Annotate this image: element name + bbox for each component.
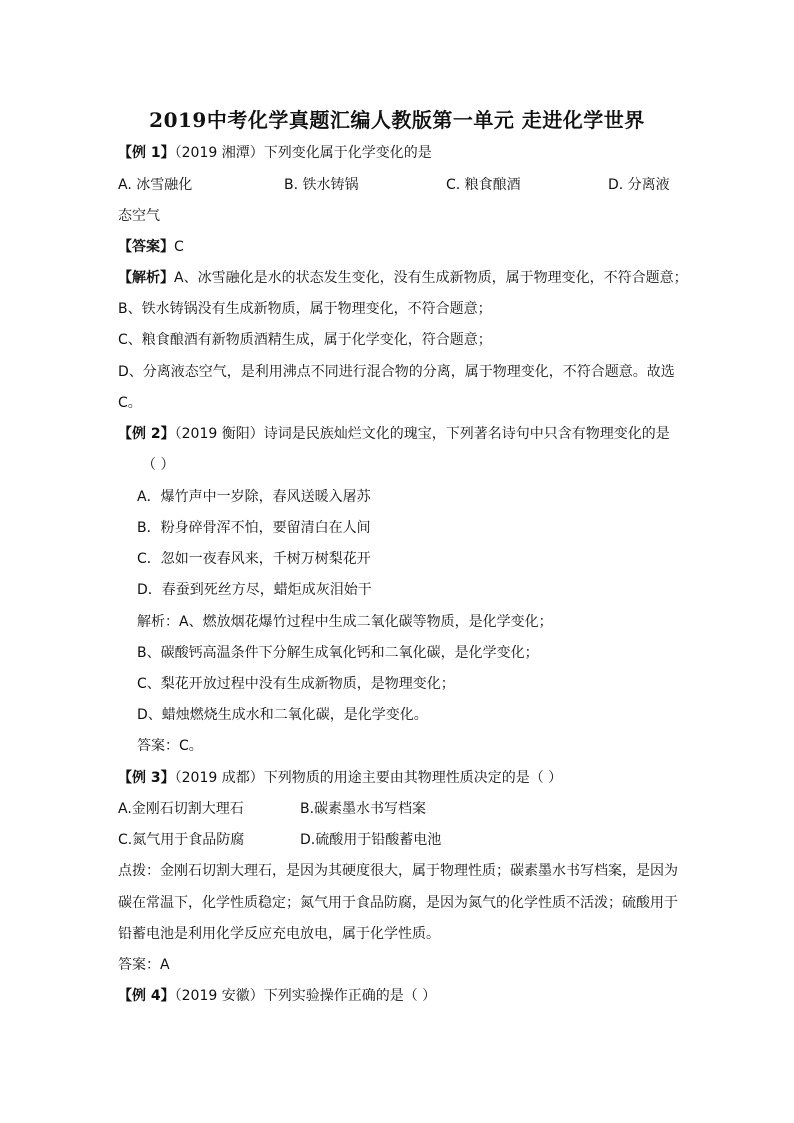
example-3-option-d: D.硫酸用于铅酸蓄电池 bbox=[300, 832, 442, 848]
example-3-option-c: C.氮气用于食品防腐 bbox=[118, 832, 245, 848]
example-3-answer: 答案：A bbox=[118, 957, 170, 973]
example-2-option-b: B．粉身碎骨浑不怕，要留清白在人间 bbox=[137, 520, 371, 536]
example-4-stem bbox=[118, 986, 436, 1006]
example-1-answer bbox=[118, 237, 184, 257]
example-3-tag: 【例 3】 bbox=[118, 770, 175, 786]
example-1-analysis-line-2: B、铁水铸锅没有生成新物质，属于物理变化，不符合题意； bbox=[118, 301, 492, 317]
example-3-hint-line-3: 铅蓄电池是利用化学反应充电放电，属于化学性质。 bbox=[118, 926, 440, 942]
example-3-question: （2019 成都）下列物质的用途主要由其物理性质决定的是（ ） bbox=[174, 770, 563, 786]
example-1-option-a: A. 冰雪融化 bbox=[118, 177, 193, 193]
example-3-option-b: B.碳素墨水书写档案 bbox=[300, 801, 427, 817]
example-2-question: （2019 衡阳）诗词是民族灿烂文化的瑰宝，下列著名诗句中只含有物理变化的是 bbox=[174, 426, 670, 442]
example-1-option-b: B. 铁水铸锅 bbox=[284, 177, 359, 193]
example-1-analysis-tag: 【解析】 bbox=[118, 270, 174, 286]
example-2-option-c: C．忽如一夜春风来，千树万树梨花开 bbox=[137, 551, 371, 567]
example-2-analysis-line-2: B、碳酸钙高温条件下分解生成氧化钙和二氧化碳，是化学变化； bbox=[137, 645, 539, 661]
example-2-option-d: D．春蚕到死丝方尽，蜡炬成灰泪始干 bbox=[137, 582, 372, 598]
example-2-analysis-line-3: C、梨花开放过程中没有生成新物质，是物理变化； bbox=[137, 676, 455, 692]
example-2-analysis-line-1: 解析：A、燃放烟花爆竹过程中生成二氧化碳等物质，是化学变化； bbox=[137, 614, 553, 630]
example-3-option-a: A.金刚石切割大理石 bbox=[118, 801, 244, 817]
example-1-answer-tag: 【答案】 bbox=[118, 239, 174, 255]
example-1-option-d-cont: 态空气 bbox=[118, 208, 160, 224]
example-1-stem bbox=[118, 143, 432, 163]
example-1-answer-value: C bbox=[174, 239, 184, 255]
example-2-tag: 【例 2】 bbox=[118, 426, 175, 442]
example-1-analysis-line-5: C。 bbox=[118, 395, 142, 411]
example-2-stem bbox=[118, 424, 670, 444]
example-4-tag: 【例 4】 bbox=[118, 988, 175, 1004]
example-2-blank: （ ） bbox=[142, 457, 175, 473]
example-1-option-c: C. 粮食酿酒 bbox=[446, 177, 521, 193]
example-1-analysis-line-1 bbox=[118, 268, 688, 288]
example-2-answer: 答案：C。 bbox=[137, 738, 203, 754]
example-3-stem bbox=[118, 768, 562, 788]
document-title: 2019中考化学真题汇编人教版第一单元 走进化学世界 bbox=[149, 108, 645, 132]
example-1-question: （2019 湘潭）下列变化属于化学变化的是 bbox=[174, 145, 432, 161]
example-1-tag: 【例 1】 bbox=[118, 145, 175, 161]
example-2-analysis-line-4: D、蜡烛燃烧生成水和二氧化碳，是化学变化。 bbox=[137, 707, 428, 723]
example-2-option-a: A．爆竹声中一岁除，春风送暖入屠苏 bbox=[137, 489, 371, 505]
example-3-hint-line-1: 点拨：金刚石切割大理石，是因为其硬度很大，属于物理性质；碳素墨水书写档案，是因为 bbox=[118, 863, 678, 879]
example-1-analysis-line-3: C、粮食酿酒有新物质酒精生成，属于化学变化，符合题意； bbox=[118, 332, 492, 348]
example-1-option-d: D. 分离液 bbox=[608, 177, 670, 193]
example-1-analysis-line-4: D、分离液态空气，是利用沸点不同进行混合物的分离，属于物理变化，不符合题意。故选 bbox=[118, 364, 675, 380]
example-3-hint-line-2: 碳在常温下，化学性质稳定；氮气用于食品防腐，是因为氮气的化学性质不活泼；硫酸用于 bbox=[118, 895, 678, 911]
example-4-question: （2019 安徽）下列实验操作正确的是（ ） bbox=[174, 988, 437, 1004]
example-1-analysis-text-1: A、冰雪融化是水的状态发生变化，没有生成新物质，属于物理变化，不符合题意； bbox=[174, 270, 688, 286]
